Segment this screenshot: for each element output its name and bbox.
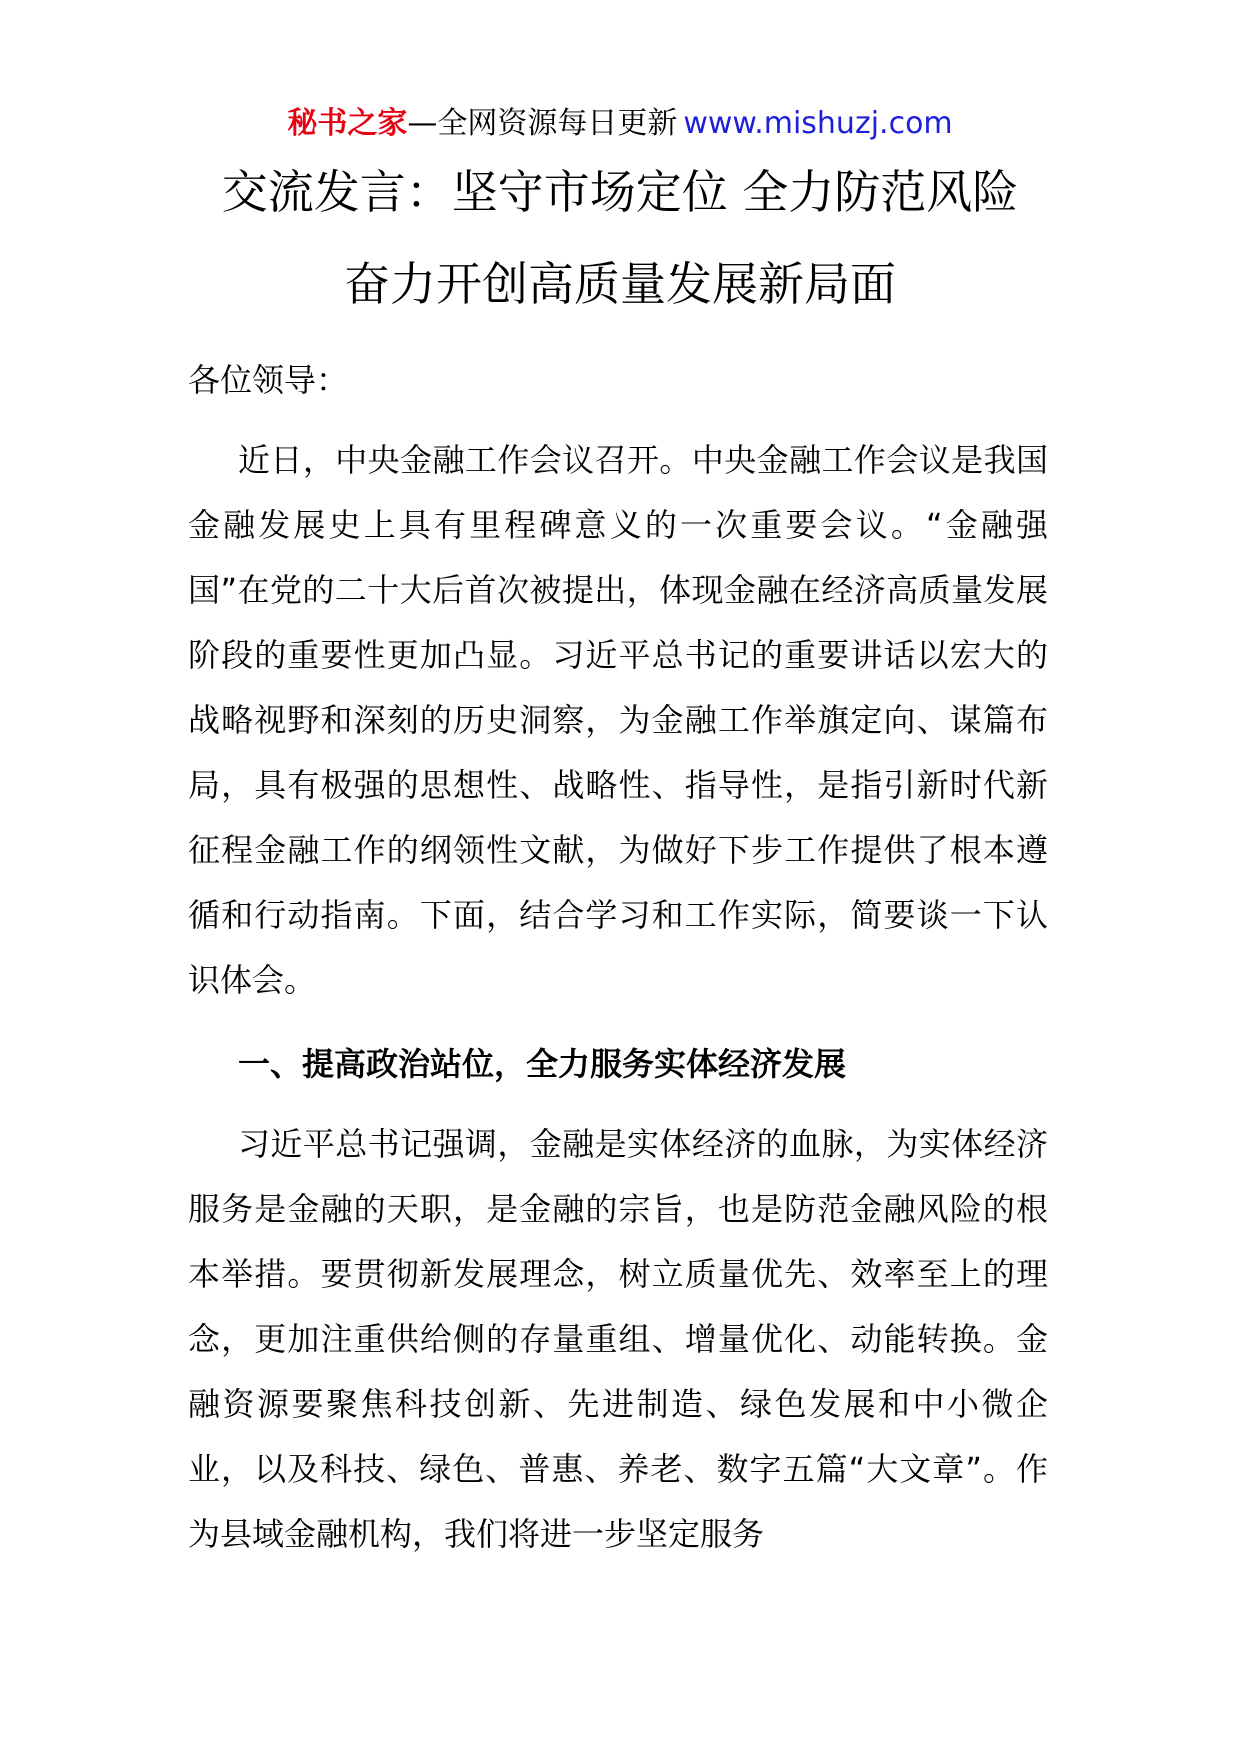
brand-name: 秘书之家: [287, 106, 408, 141]
document-title-line-2: 奋力开创高质量发展新局面: [344, 257, 896, 311]
site-header: [0, 100, 1240, 148]
header-tagline: —全网资源每日更新: [407, 106, 678, 141]
document-title-line-1: 交流发言：坚守市场定位 全力防范风险: [221, 165, 1019, 219]
salutation: 各位领导：: [188, 361, 349, 399]
section-heading-1: 一、提高政治站位，全力服务实体经济发展: [238, 1045, 847, 1083]
body-paragraph-2: 习近平总书记强调，金融是实体经济的血脉，为实体经济服务是金融的天职，是金融的宗旨，也是防范金融风险的根本举措。要贯彻新发展理念，树立质量优先、效率至上的理念，更加注重供给侧的存量重组、增量优化、动能转换。金融资源要聚焦科技创新、先进制造、绿色发展和中小微企业，以及科技、绿色、普惠、养老、数字五篇“大文章”。作为县域金融机构，我们将进一步坚定服务: [188, 1125, 1048, 1553]
body-paragraph-1: 近日，中央金融工作会议召开。中央金融工作会议是我国金融发展史上具有里程碑意义的一次重要会议。“金融强国”在党的二十大后首次被提出，体现金融在经济高质量发展阶段的重要性更加凸显。习近平总书记的重要讲话以宏大的战略视野和深刻的历史洞察，为金融工作举旗定向、谋篇布局，具有极强的思想性、战略性、指导性，是指引新时代新征程金融工作的纲领性文献，为做好下步工作提供了根本遵循和行动指南。下面，结合学习和工作实际，简要谈一下认识体会。: [188, 441, 1048, 999]
site-url-link[interactable]: www.mishuzj.com: [683, 106, 953, 141]
